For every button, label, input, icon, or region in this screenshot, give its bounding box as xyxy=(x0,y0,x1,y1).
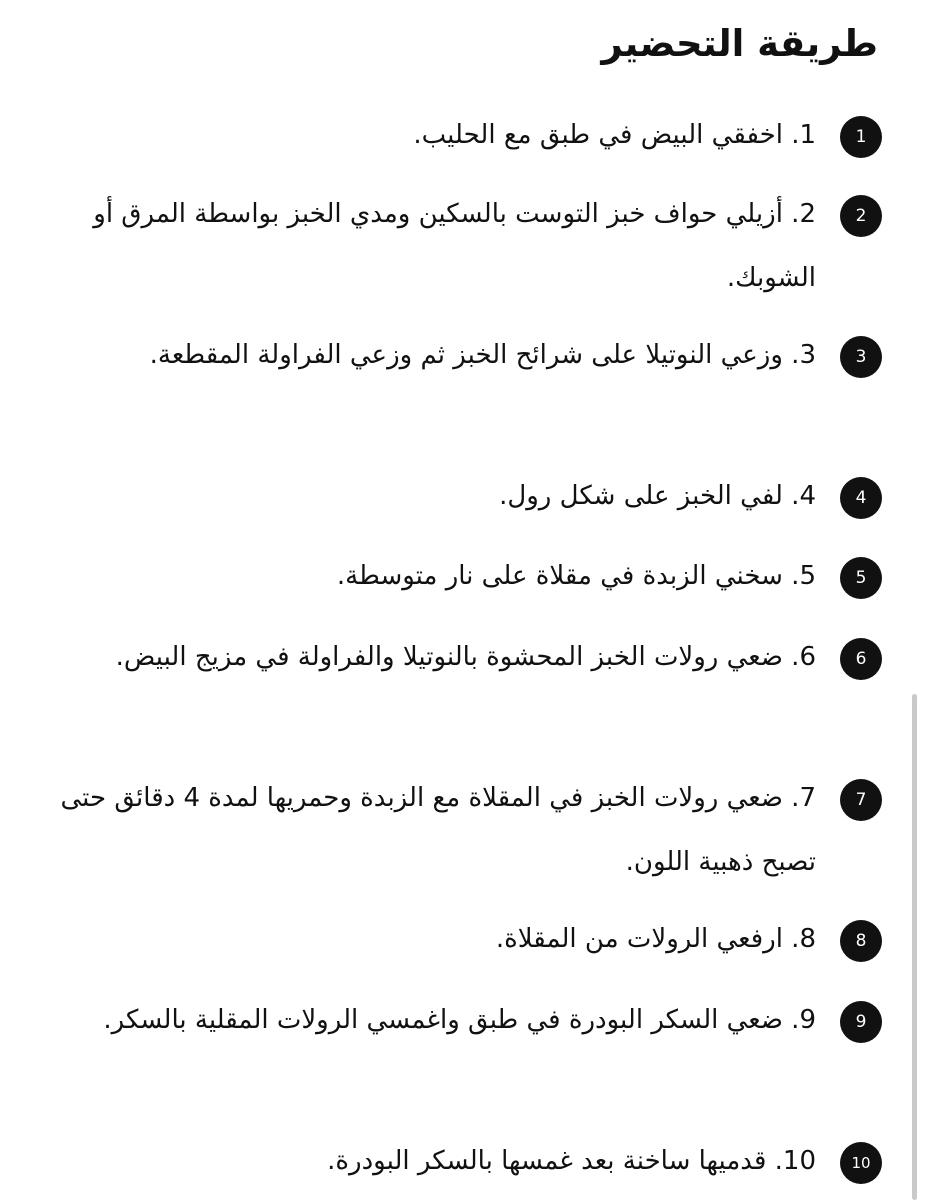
step-text: 5. سخني الزبدة في مقلاة على نار متوسطة. xyxy=(336,561,816,591)
step-number-badge: 9 xyxy=(840,1001,882,1043)
step-number-badge: 2 xyxy=(840,195,882,237)
step-text: 7. ضعي رولات الخبز في المقلاة مع الزبدة وحمريها لمدة 4 دقائق حتى تصبح ذهبية اللون. xyxy=(60,783,816,877)
step-number-badge: 7 xyxy=(840,779,882,821)
scrollbar[interactable] xyxy=(912,694,917,1200)
section-title: طريقة التحضير xyxy=(601,22,878,65)
step-text: 4. لفي الخبز على شكل رول. xyxy=(499,481,816,511)
step-text: 9. ضعي السكر البودرة في طبق واغمسي الرولات المقلية بالسكر. xyxy=(103,1005,816,1035)
step-text: 1. اخفقي البيض في طبق مع الحليب. xyxy=(413,120,816,150)
step-number-badge: 1 xyxy=(840,116,882,158)
step-number-badge: 8 xyxy=(840,920,882,962)
step-text: 10. قدميها ساخنة بعد غمسها بالسكر البودرة. xyxy=(327,1146,816,1176)
step-text: 2. أزيلي حواف خبز التوست بالسكين ومدي الخبز بواسطة المرق أو الشوبك. xyxy=(93,199,816,293)
step-number-badge: 4 xyxy=(840,477,882,519)
step-number-badge: 3 xyxy=(840,336,882,378)
step-text: 8. ارفعي الرولات من المقلاة. xyxy=(495,924,816,954)
step-number-badge: 5 xyxy=(840,557,882,599)
step-number-badge: 6 xyxy=(840,638,882,680)
step-number-badge: 10 xyxy=(840,1142,882,1184)
step-text: 6. ضعي رولات الخبز المحشوة بالنوتيلا والفراولة في مزيج البيض. xyxy=(115,642,816,672)
step-text: 3. وزعي النوتيلا على شرائح الخبز ثم وزعي الفراولة المقطعة. xyxy=(149,340,816,370)
